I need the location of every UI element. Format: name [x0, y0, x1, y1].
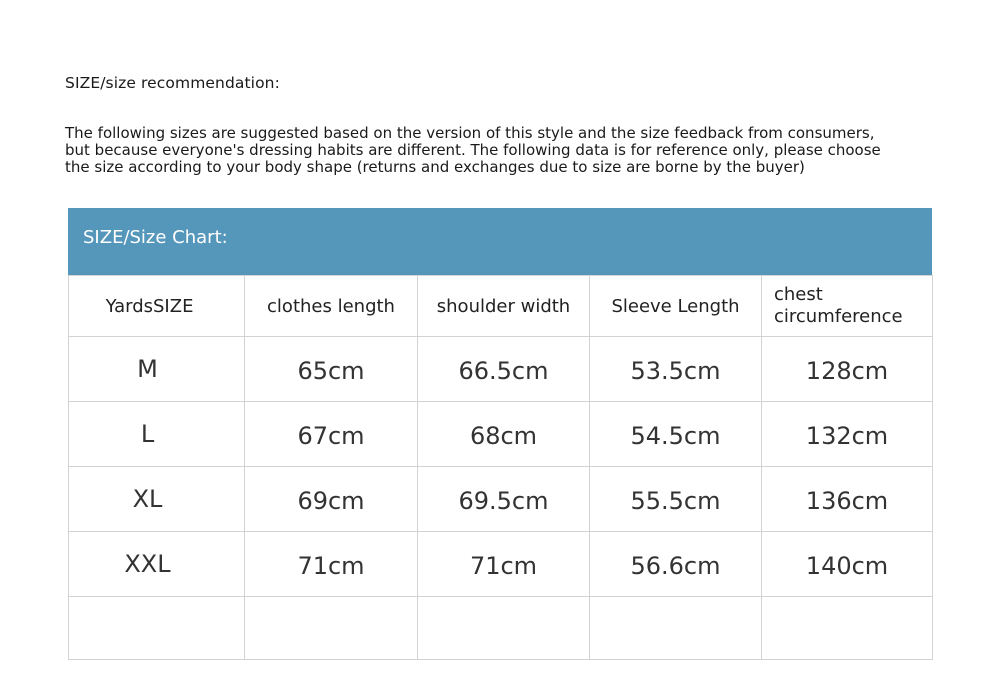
empty-cell — [418, 597, 590, 660]
header-shoulder-width: shoulder width — [418, 276, 590, 337]
size-chart-title: SIZE/Size Chart: — [83, 227, 228, 248]
size-cell: XL — [69, 467, 245, 532]
clothes-length-cell: 71cm — [245, 532, 418, 597]
clothes-length-cell: 69cm — [245, 467, 418, 532]
table-row — [69, 532, 933, 597]
header-chest-line2: circumference — [774, 306, 903, 327]
header-sleeve-length: Sleeve Length — [590, 276, 762, 337]
sleeve-length-cell: 55.5cm — [590, 467, 762, 532]
size-chart — [68, 208, 932, 647]
intro-line: but because everyone's dressing habits are different. The following data is for reference only, please choose — [65, 141, 881, 159]
chest-circumference-cell: 140cm — [762, 532, 933, 597]
intro-paragraph — [65, 125, 945, 176]
table-header-row — [69, 276, 933, 337]
intro-line: The following sizes are suggested based on the version of this style and the size feedback from consumers, — [65, 124, 875, 142]
empty-cell — [69, 597, 245, 660]
size-cell: XXL — [69, 532, 245, 597]
header-chest-circumference — [762, 276, 933, 337]
shoulder-width-cell: 68cm — [418, 402, 590, 467]
chest-circumference-cell: 132cm — [762, 402, 933, 467]
size-table — [68, 275, 933, 660]
clothes-length-cell: 67cm — [245, 402, 418, 467]
header-size: YardsSIZE — [69, 276, 245, 337]
empty-cell — [762, 597, 933, 660]
shoulder-width-cell: 71cm — [418, 532, 590, 597]
shoulder-width-cell: 69.5cm — [418, 467, 590, 532]
clothes-length-cell: 65cm — [245, 337, 418, 402]
sleeve-length-cell: 56.6cm — [590, 532, 762, 597]
table-row — [69, 337, 933, 402]
sleeve-length-cell: 54.5cm — [590, 402, 762, 467]
header-clothes-length: clothes length — [245, 276, 418, 337]
table-row — [69, 467, 933, 532]
empty-cell — [590, 597, 762, 660]
table-row — [69, 402, 933, 467]
header-chest-line1: chest — [774, 284, 823, 305]
empty-cell — [245, 597, 418, 660]
size-cell: M — [69, 337, 245, 402]
shoulder-width-cell: 66.5cm — [418, 337, 590, 402]
chest-circumference-cell: 128cm — [762, 337, 933, 402]
table-row-empty — [69, 597, 933, 660]
sleeve-length-cell: 53.5cm — [590, 337, 762, 402]
size-chart-banner — [68, 208, 932, 275]
intro-line: the size according to your body shape (returns and exchanges due to size are borne by the buyer) — [65, 158, 805, 176]
chest-circumference-cell: 136cm — [762, 467, 933, 532]
page-heading: SIZE/size recommendation: — [65, 74, 280, 92]
size-cell: L — [69, 402, 245, 467]
